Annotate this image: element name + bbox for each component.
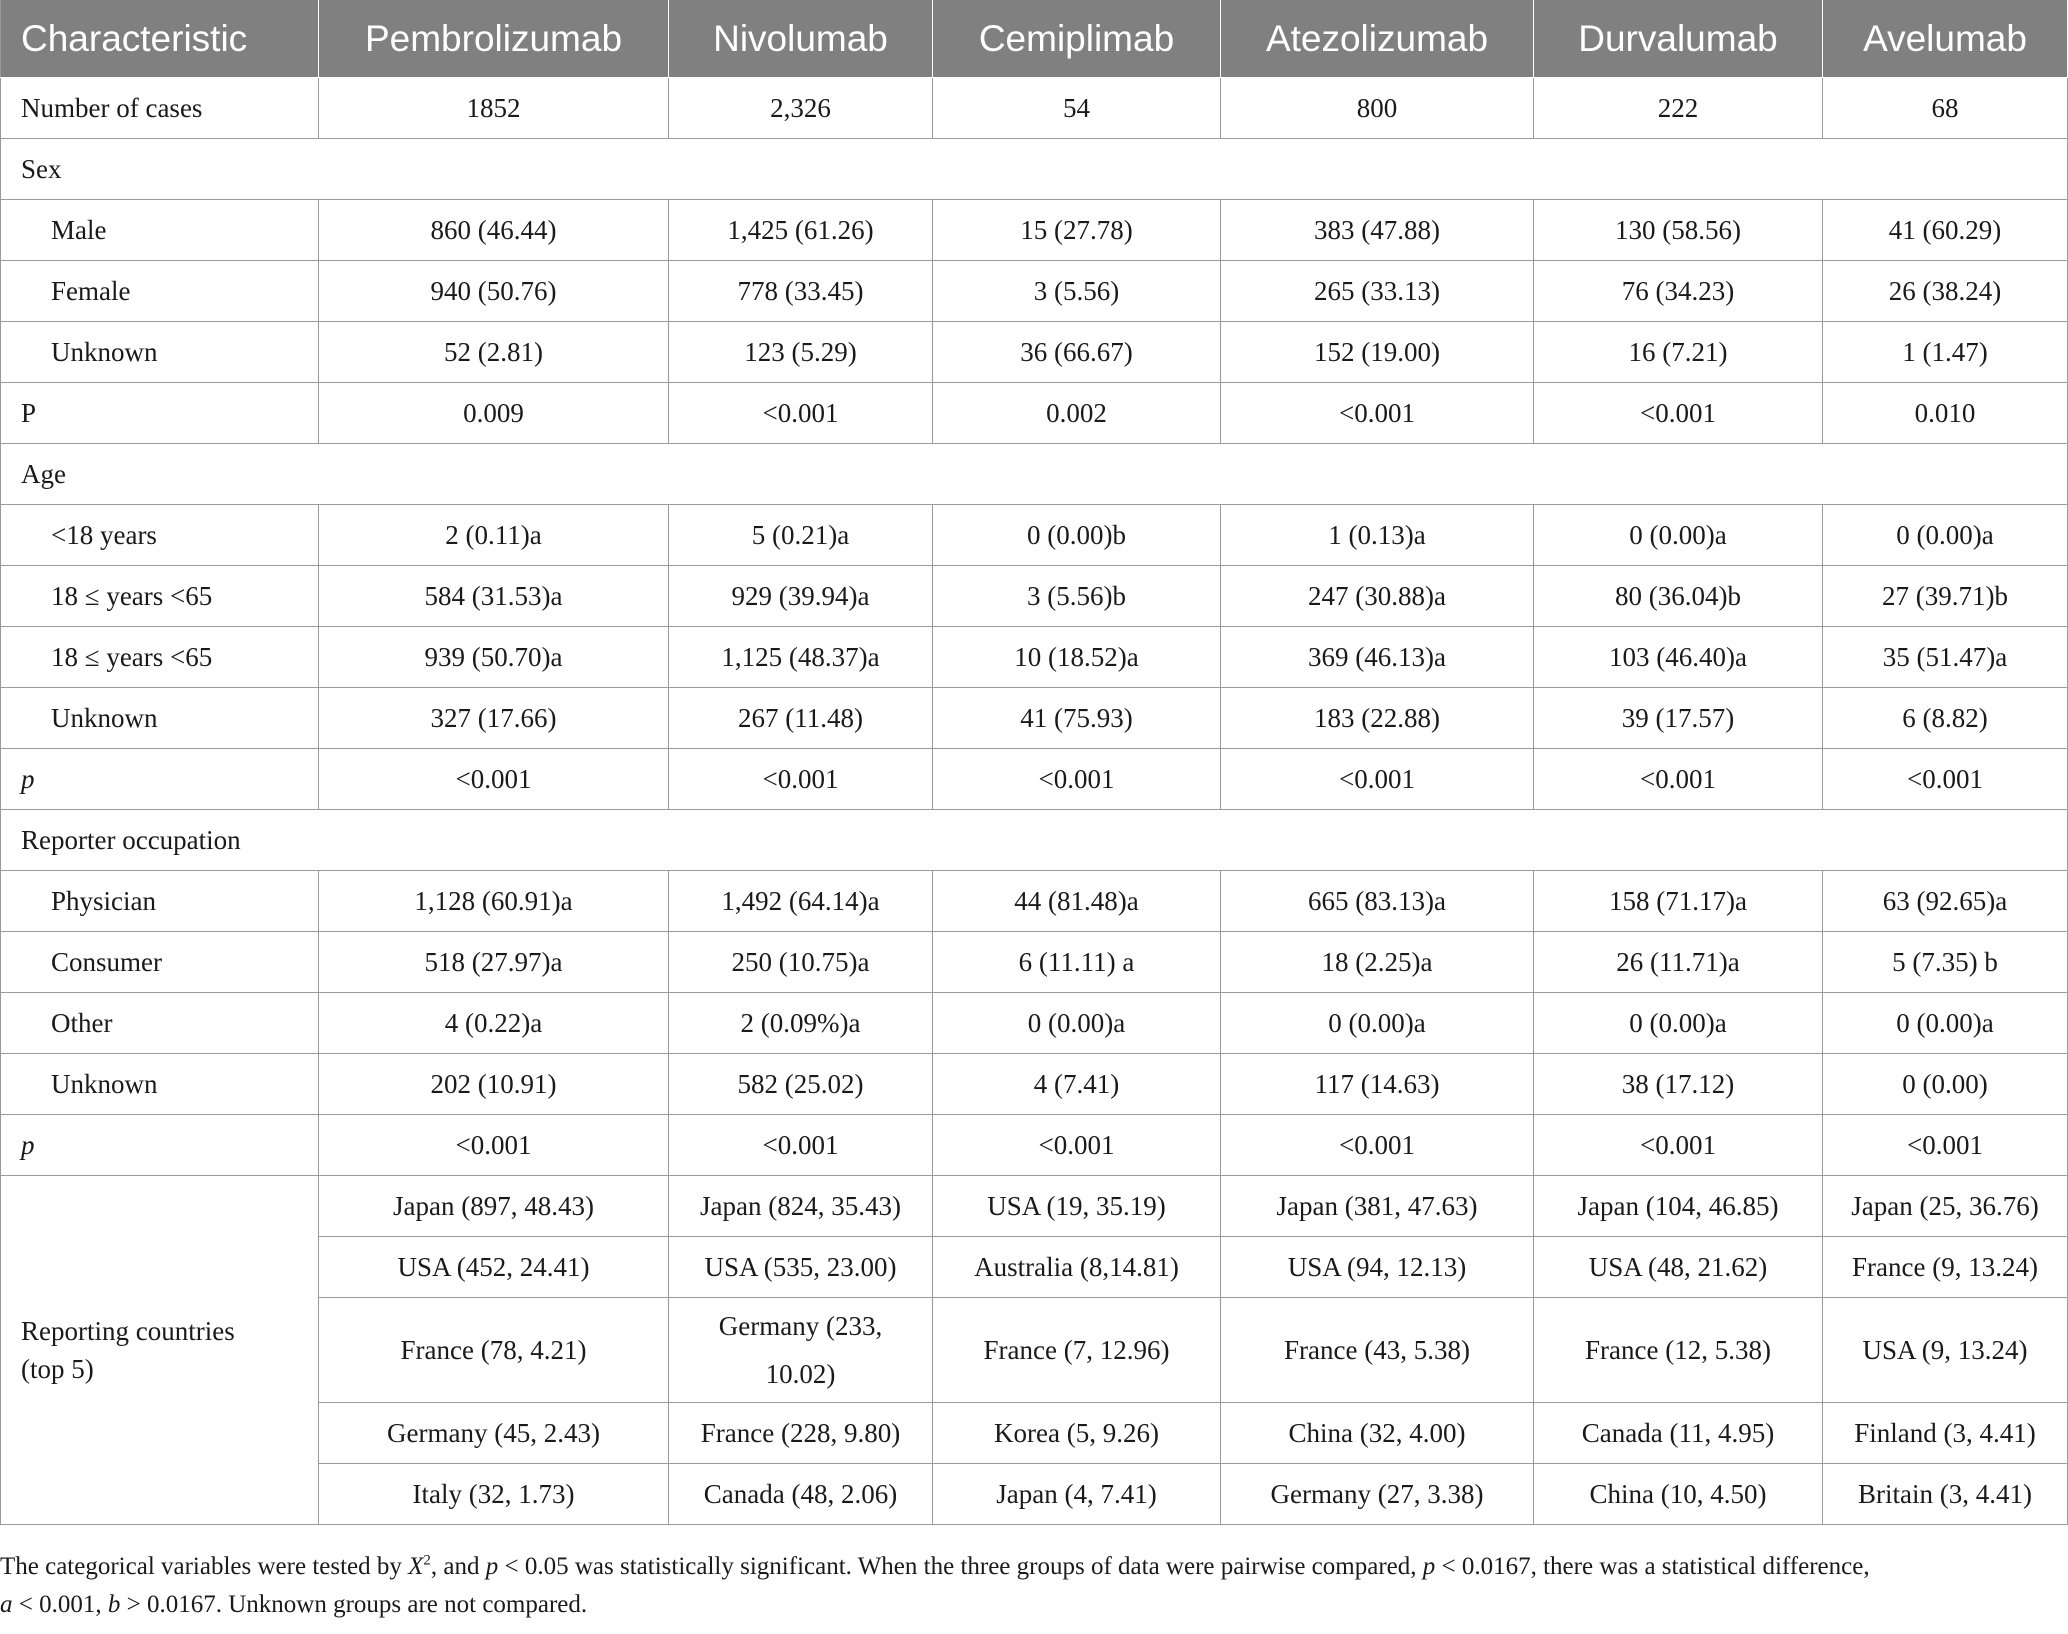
table-cell: Canada (48, 2.06) bbox=[669, 1464, 933, 1525]
table-cell: 1,425 (61.26) bbox=[669, 200, 933, 261]
table-cell: Japan (897, 48.43) bbox=[319, 1176, 669, 1237]
table-cell: 6 (11.11) a bbox=[933, 932, 1221, 993]
table-cell: 63 (92.65)a bbox=[1823, 871, 2068, 932]
table-row bbox=[1, 322, 2068, 383]
table-cell: <0.001 bbox=[1221, 749, 1534, 810]
table-cell: 27 (39.71)b bbox=[1823, 566, 2068, 627]
table-cell: 38 (17.12) bbox=[1534, 1054, 1823, 1115]
table-cell: 35 (51.47)a bbox=[1823, 627, 2068, 688]
table-cell: 778 (33.45) bbox=[669, 261, 933, 322]
table-cell: 3 (5.56) bbox=[933, 261, 1221, 322]
table-cell: 939 (50.70)a bbox=[319, 627, 669, 688]
table-cell: USA (535, 23.00) bbox=[669, 1237, 933, 1298]
table-cell: 0 (0.00)a bbox=[1534, 993, 1823, 1054]
footnote-text: > 0.0167. Unknown groups are not compared. bbox=[120, 1591, 588, 1618]
table-cell: China (10, 4.50) bbox=[1534, 1464, 1823, 1525]
table-cell: 247 (30.88)a bbox=[1221, 566, 1534, 627]
table-cell: 36 (66.67) bbox=[933, 322, 1221, 383]
table-cell: Germany (45, 2.43) bbox=[319, 1403, 669, 1464]
reporting-countries-label bbox=[1, 1176, 319, 1525]
table-cell: 6 (8.82) bbox=[1823, 688, 2068, 749]
table-cell: 665 (83.13)a bbox=[1221, 871, 1534, 932]
table-cell: 383 (47.88) bbox=[1221, 200, 1534, 261]
table-cell: 0 (0.00) bbox=[1823, 1054, 2068, 1115]
table-cell: China (32, 4.00) bbox=[1221, 1403, 1534, 1464]
table-cell: France (228, 9.80) bbox=[669, 1403, 933, 1464]
table-cell: 0 (0.00)b bbox=[933, 505, 1221, 566]
table-cell: <0.001 bbox=[319, 1115, 669, 1176]
table-cell: 18 (2.25)a bbox=[1221, 932, 1534, 993]
table-cell: 222 bbox=[1534, 78, 1823, 139]
label-line: (top 5) bbox=[21, 1354, 94, 1384]
table-body bbox=[1, 78, 2068, 1525]
table-cell: 41 (75.93) bbox=[933, 688, 1221, 749]
row-label: Consumer bbox=[1, 932, 319, 993]
table-cell: 123 (5.29) bbox=[669, 322, 933, 383]
table-cell: Finland (3, 4.41) bbox=[1823, 1403, 2068, 1464]
table-row bbox=[1, 566, 2068, 627]
table-cell: <0.001 bbox=[1534, 749, 1823, 810]
table-cell: 2,326 bbox=[669, 78, 933, 139]
table-cell: 5 (7.35) b bbox=[1823, 932, 2068, 993]
row-label: 18 ≤ years <65 bbox=[1, 627, 319, 688]
table-cell: 202 (10.91) bbox=[319, 1054, 669, 1115]
table-cell: USA (19, 35.19) bbox=[933, 1176, 1221, 1237]
table-cell: 1 (0.13)a bbox=[1221, 505, 1534, 566]
footnote-p-symbol: p bbox=[1422, 1553, 1436, 1580]
footnote-text: < 0.001, bbox=[12, 1591, 108, 1618]
table-cell: 327 (17.66) bbox=[319, 688, 669, 749]
footnote-superscript: 2 bbox=[423, 1552, 431, 1569]
table-cell: <0.001 bbox=[1823, 1115, 2068, 1176]
label-line: Reporting countries bbox=[21, 1316, 235, 1346]
header-row bbox=[1, 0, 2068, 78]
table-cell: 0 (0.00)a bbox=[1221, 993, 1534, 1054]
table-cell: Japan (824, 35.43) bbox=[669, 1176, 933, 1237]
table-cell: Japan (4, 7.41) bbox=[933, 1464, 1221, 1525]
table-cell: <0.001 bbox=[669, 1115, 933, 1176]
row-label: Physician bbox=[1, 871, 319, 932]
table-cell: 1 (1.47) bbox=[1823, 322, 2068, 383]
row-label: Unknown bbox=[1, 688, 319, 749]
table-cell: Italy (32, 1.73) bbox=[319, 1464, 669, 1525]
row-label: P bbox=[1, 383, 319, 444]
header-drug: Cemiplimab bbox=[933, 0, 1221, 78]
footnote-b-symbol: b bbox=[107, 1591, 121, 1618]
table-cell: 584 (31.53)a bbox=[319, 566, 669, 627]
section-heading: Sex bbox=[1, 139, 2068, 200]
table-cell: 52 (2.81) bbox=[319, 322, 669, 383]
table-cell: <0.001 bbox=[669, 383, 933, 444]
table-cell: 44 (81.48)a bbox=[933, 871, 1221, 932]
table-cell: Japan (25, 36.76) bbox=[1823, 1176, 2068, 1237]
header-drug: Avelumab bbox=[1823, 0, 2068, 78]
table-cell: 265 (33.13) bbox=[1221, 261, 1534, 322]
table-cell: France (12, 5.38) bbox=[1534, 1298, 1823, 1403]
section-row-occupation bbox=[1, 810, 2068, 871]
table-cell: 1,125 (48.37)a bbox=[669, 627, 933, 688]
row-label: Other bbox=[1, 993, 319, 1054]
p-value-row bbox=[1, 383, 2068, 444]
row-label: Female bbox=[1, 261, 319, 322]
row-label: p bbox=[1, 749, 319, 810]
table-cell: Britain (3, 4.41) bbox=[1823, 1464, 2068, 1525]
table-cell: France (78, 4.21) bbox=[319, 1298, 669, 1403]
table-cell: Korea (5, 9.26) bbox=[933, 1403, 1221, 1464]
table-footnote bbox=[0, 1548, 2060, 1624]
table-row bbox=[1, 627, 2068, 688]
section-row-age bbox=[1, 444, 2068, 505]
table-cell: USA (9, 13.24) bbox=[1823, 1298, 2068, 1403]
table-cell: 929 (39.94)a bbox=[669, 566, 933, 627]
table-cell: 0 (0.00)a bbox=[1823, 505, 2068, 566]
header-characteristic: Characteristic bbox=[1, 0, 319, 78]
table-cell: <0.001 bbox=[933, 1115, 1221, 1176]
table-row bbox=[1, 1054, 2068, 1115]
table-cell: 39 (17.57) bbox=[1534, 688, 1823, 749]
table-cell: 0 (0.00)a bbox=[933, 993, 1221, 1054]
table-cell: <0.001 bbox=[1534, 1115, 1823, 1176]
table-cell: 130 (58.56) bbox=[1534, 200, 1823, 261]
footnote-text: < 0.05 was statistically significant. When the three groups of data were pairwise compared, bbox=[498, 1553, 1423, 1580]
table-cell: <0.001 bbox=[933, 749, 1221, 810]
table-cell: 54 bbox=[933, 78, 1221, 139]
table-cell: 4 (7.41) bbox=[933, 1054, 1221, 1115]
table-row bbox=[1, 688, 2068, 749]
p-value-row bbox=[1, 749, 2068, 810]
table-cell: 0.010 bbox=[1823, 383, 2068, 444]
table-cell: 15 (27.78) bbox=[933, 200, 1221, 261]
table-cell: 250 (10.75)a bbox=[669, 932, 933, 993]
header-drug: Pembrolizumab bbox=[319, 0, 669, 78]
table-cell: 103 (46.40)a bbox=[1534, 627, 1823, 688]
table-cell: USA (48, 21.62) bbox=[1534, 1237, 1823, 1298]
table-row bbox=[1, 200, 2068, 261]
table-cell: 0.009 bbox=[319, 383, 669, 444]
row-label: Male bbox=[1, 200, 319, 261]
table-cell: 10 (18.52)a bbox=[933, 627, 1221, 688]
table-row bbox=[1, 261, 2068, 322]
table-cell: France (7, 12.96) bbox=[933, 1298, 1221, 1403]
table-cell: 2 (0.09%)a bbox=[669, 993, 933, 1054]
footnote-text: , and bbox=[430, 1553, 486, 1580]
header-drug: Atezolizumab bbox=[1221, 0, 1534, 78]
table-cell: France (9, 13.24) bbox=[1823, 1237, 2068, 1298]
footnote-text: < 0.0167, there was a statistical difference, bbox=[1435, 1553, 1870, 1580]
table-cell: 0 (0.00)a bbox=[1823, 993, 2068, 1054]
table-cell: 2 (0.11)a bbox=[319, 505, 669, 566]
table-cell: 369 (46.13)a bbox=[1221, 627, 1534, 688]
footnote-text: The categorical variables were tested by bbox=[0, 1553, 409, 1580]
table-cell: 940 (50.76) bbox=[319, 261, 669, 322]
table-cell: 0.002 bbox=[933, 383, 1221, 444]
table-cell: 117 (14.63) bbox=[1221, 1054, 1534, 1115]
table-row bbox=[1, 505, 2068, 566]
section-heading: Reporter occupation bbox=[1, 810, 2068, 871]
footnote-chi-symbol: X bbox=[408, 1553, 424, 1580]
table-cell: USA (452, 24.41) bbox=[319, 1237, 669, 1298]
table-cell: 76 (34.23) bbox=[1534, 261, 1823, 322]
country-row bbox=[1, 1176, 2068, 1237]
table-cell: 5 (0.21)a bbox=[669, 505, 933, 566]
table-cell: Japan (104, 46.85) bbox=[1534, 1176, 1823, 1237]
table-cell: Canada (11, 4.95) bbox=[1534, 1403, 1823, 1464]
table-row bbox=[1, 932, 2068, 993]
table-cell: 41 (60.29) bbox=[1823, 200, 2068, 261]
table-cell: <0.001 bbox=[669, 749, 933, 810]
table-cell: 1,492 (64.14)a bbox=[669, 871, 933, 932]
table-cell: 4 (0.22)a bbox=[319, 993, 669, 1054]
table-cell: 0 (0.00)a bbox=[1534, 505, 1823, 566]
table-cell: 152 (19.00) bbox=[1221, 322, 1534, 383]
table-cell: 1852 bbox=[319, 78, 669, 139]
row-label: Unknown bbox=[1, 322, 319, 383]
table-cell: 1,128 (60.91)a bbox=[319, 871, 669, 932]
table-cell: 16 (7.21) bbox=[1534, 322, 1823, 383]
table-cell: <0.001 bbox=[1534, 383, 1823, 444]
footnote-p-symbol: p bbox=[485, 1553, 499, 1580]
table-row bbox=[1, 871, 2068, 932]
p-value-row bbox=[1, 1115, 2068, 1176]
table-row bbox=[1, 993, 2068, 1054]
table-cell: 26 (38.24) bbox=[1823, 261, 2068, 322]
table-row-number-of-cases bbox=[1, 78, 2068, 139]
table-cell: Japan (381, 47.63) bbox=[1221, 1176, 1534, 1237]
table-cell: 800 bbox=[1221, 78, 1534, 139]
row-label: <18 years bbox=[1, 505, 319, 566]
section-heading: Age bbox=[1, 444, 2068, 505]
table-cell: 860 (46.44) bbox=[319, 200, 669, 261]
row-label: Unknown bbox=[1, 1054, 319, 1115]
table-cell: France (43, 5.38) bbox=[1221, 1298, 1534, 1403]
table-cell: 267 (11.48) bbox=[669, 688, 933, 749]
table-cell: USA (94, 12.13) bbox=[1221, 1237, 1534, 1298]
table-cell: 183 (22.88) bbox=[1221, 688, 1534, 749]
table-cell: 518 (27.97)a bbox=[319, 932, 669, 993]
row-label: Number of cases bbox=[1, 78, 319, 139]
table-cell: Germany (27, 3.38) bbox=[1221, 1464, 1534, 1525]
table-cell: <0.001 bbox=[1221, 383, 1534, 444]
row-label: p bbox=[1, 1115, 319, 1176]
table-cell: 68 bbox=[1823, 78, 2068, 139]
row-label: 18 ≤ years <65 bbox=[1, 566, 319, 627]
table-cell: 3 (5.56)b bbox=[933, 566, 1221, 627]
header-drug: Durvalumab bbox=[1534, 0, 1823, 78]
table-cell: <0.001 bbox=[1221, 1115, 1534, 1176]
table-cell: 582 (25.02) bbox=[669, 1054, 933, 1115]
table-cell: <0.001 bbox=[1823, 749, 2068, 810]
footnote-a-symbol: a bbox=[0, 1591, 13, 1618]
table-cell: <0.001 bbox=[319, 749, 669, 810]
table-cell: 26 (11.71)a bbox=[1534, 932, 1823, 993]
section-row-sex bbox=[1, 139, 2068, 200]
table-cell: Australia (8,14.81) bbox=[933, 1237, 1221, 1298]
table-cell: Germany (233, 10.02) bbox=[669, 1298, 933, 1403]
table-cell: 158 (71.17)a bbox=[1534, 871, 1823, 932]
table-cell: 80 (36.04)b bbox=[1534, 566, 1823, 627]
header-drug: Nivolumab bbox=[669, 0, 933, 78]
